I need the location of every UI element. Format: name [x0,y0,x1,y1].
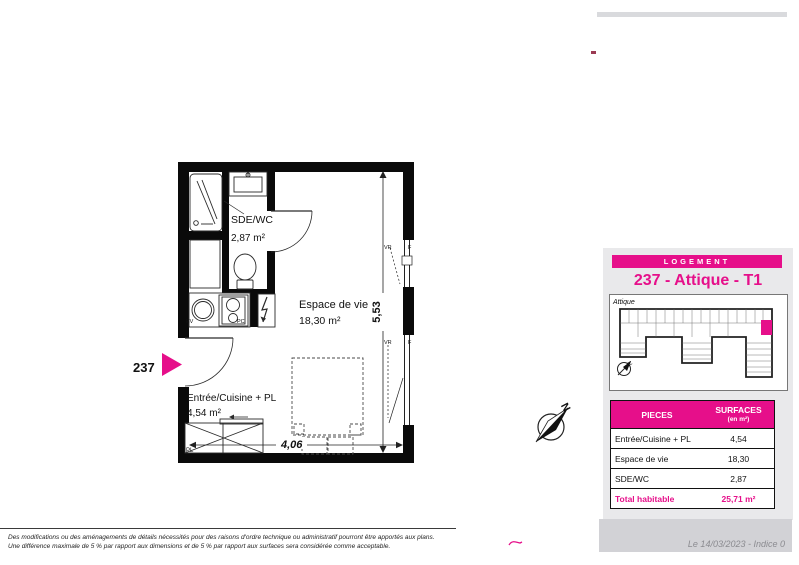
info-panel [603,248,793,520]
window-label-2: F [408,340,412,346]
room-area-espace: 18,30 m² [299,315,341,327]
room-area-sdewc: 2,87 m² [231,233,265,244]
mini-building [620,309,772,377]
tiny-logo-mark [591,51,596,54]
mini-compass-north-label: N [625,360,633,368]
room-name-entree: Entrée/Cuisine + PL [187,393,277,404]
disclaimer [8,534,468,551]
col-surfaces-header: SURFACES (en m²) [715,405,762,423]
closet-label: PL [186,448,194,454]
window-label-1: F [408,245,412,251]
table-header-row [611,401,774,428]
unit-callout [133,353,182,376]
disclaimer-line-2: Une différence maximale de 5 % par rapport aux dimensions et de 5 % par rapport aux surfaces sera considérée comme acceptable. [8,542,391,550]
highlighted-unit-237 [761,320,772,335]
disclaimer-line-1: Des modifications ou des aménagements de détails nécessités pour des raisons d'ordre technique ou administratif pourront être apportés aux plans. [8,534,435,541]
unit-title: 237 - Attique - T1 [633,272,763,289]
floor-plan [125,150,435,480]
surfaces-table [610,400,775,509]
shutter-label-1: VR [384,245,392,251]
date-box [599,519,792,552]
date-label: Le 14/03/2023 - Indice 0 [687,539,785,549]
footer-divider [0,528,456,529]
mini-compass-icon [618,361,633,376]
dim-height-label: 5,53 [371,301,383,323]
unit-number-label: 237 [133,360,155,375]
room-name-sdewc: SDE/WC [231,214,273,226]
floor-label: Attique [613,299,635,306]
appliance-slot [190,240,220,288]
mini-plan-box [609,294,788,391]
bathroom-door-swing [271,211,312,252]
unit-arrow-icon [162,353,182,376]
logement-tag: LOGEMENT [612,255,782,268]
toilet-icon [234,254,256,280]
table-total-row: Total habitable 25,71 m² [611,488,774,508]
sink-label: EV [186,319,194,325]
table-row: Espace de vie 18,30 [611,448,774,468]
cooktop-label: PC [237,319,245,325]
closet [185,415,263,454]
dim-width-label: 4,06 [281,439,303,451]
compass-north-label: N [557,401,573,414]
room-area-entree: 4,54 m² [187,408,221,419]
top-gray-bar [597,12,787,17]
mini-plan [610,295,787,390]
kitchen-fixtures [189,293,275,327]
compass-icon [528,398,580,450]
table-row: Entrée/Cuisine + PL 4,54 [611,428,774,448]
shutter-label-2: VR [384,340,392,346]
table-row: SDE/WC 2,87 [611,468,774,488]
col-pieces-header: PIECES [641,409,673,420]
entrance-door-swing [185,338,233,386]
signature-mark [508,539,524,549]
room-name-espace: Espace de vie [299,299,369,311]
